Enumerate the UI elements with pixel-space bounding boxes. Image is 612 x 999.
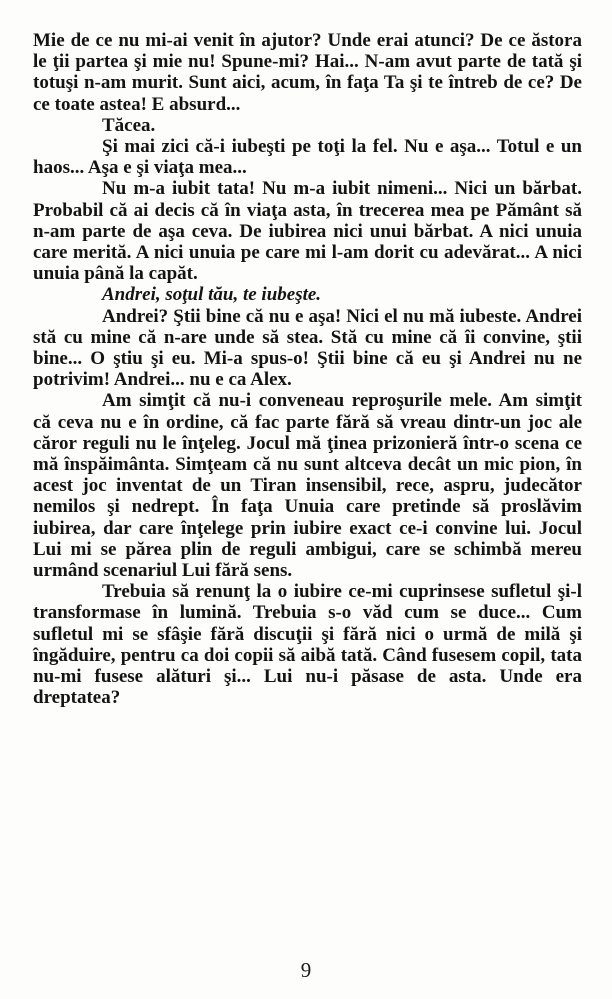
paragraph-8: Trebuia să renunţ la o iubire ce-mi cuprinsese sufletul şi-l transformase în lumină. Trebuia s-o văd cum se duce... Cum sufletul mi se sfâşie fără discuţii şi fără nici o urmă de milă şi îngăduire, pentru ca doi copii să aibă tată. Când fusesem copil, tata nu-mi fusese alături şi... Lui nu-i păsase de asta. Unde era dreptatea?: [33, 581, 582, 709]
paragraph-4: Nu m-a iubit tata! Nu m-a iubit nimeni... Nici un bărbat. Probabil că ai decis că în viaţa asta, în trecerea mea pe Pământ să n-am parte de aşa ceva. De iubirea nici unui bărbat. A nici unuia care merită. A nici unuia pe care mi l-am dorit cu adevărat... A nici unuia până la capăt.: [33, 178, 582, 285]
paragraph-6: Andrei? Ştii bine că nu e aşa! Nici el nu mă iubeste. Andrei stă cu mine că n-are unde să stea. Stă cu mine că îi convine, ştii bine... O ştiu şi eu. Mi-a spus-o! Ştii bine că eu şi Andrei nu ne potrivim! Andrei... nu e ca Alex.: [33, 305, 582, 391]
paragraph-7: Am simţit că nu-i conveneau reproşurile mele. Am simţit că ceva nu e în ordine, că fac parte fără să vreau dintr-un joc ale căror reguli nu le înţeleg. Jocul mă ţinea prizonieră într-o scena ce mă înspăimânta. Simţeam că nu sunt altceva decât un mic pion, în acest joc inventat de un Tiran insensibil, rece, aspru, judecător nemilos şi nedrept. În faţa Unuia care pretinde să proslăvim iubirea, dar care înţelege prin iubire exact ce-i convine lui. Jocul Lui mi se părea plin de reguli ambigui, care se schimbă mereu urmând scenariul Lui fără sens.: [33, 390, 582, 582]
body-text: [33, 30, 582, 709]
paragraph-2: Tăcea.: [102, 114, 156, 136]
paragraph-1: Mie de ce nu mi-ai venit în ajutor? Unde erai atunci? De ce ăstora le ţii partea şi mie nu! Spune-mi? Hai... N-am avut parte de tată şi totuşi n-am murit. Sunt aici, acum, în faţa Ta şi te întreb de ce? De ce toate astea! E absurd...: [33, 30, 582, 115]
paragraph-5: Andrei, soţul tău, te iubeşte.: [102, 284, 322, 306]
paragraph-3: Şi mai zici că-i iubeşti pe toţi la fel. Nu e aşa... Totul e un haos... Aşa e şi viaţa mea...: [33, 136, 582, 179]
page-number: 9: [300, 958, 312, 982]
